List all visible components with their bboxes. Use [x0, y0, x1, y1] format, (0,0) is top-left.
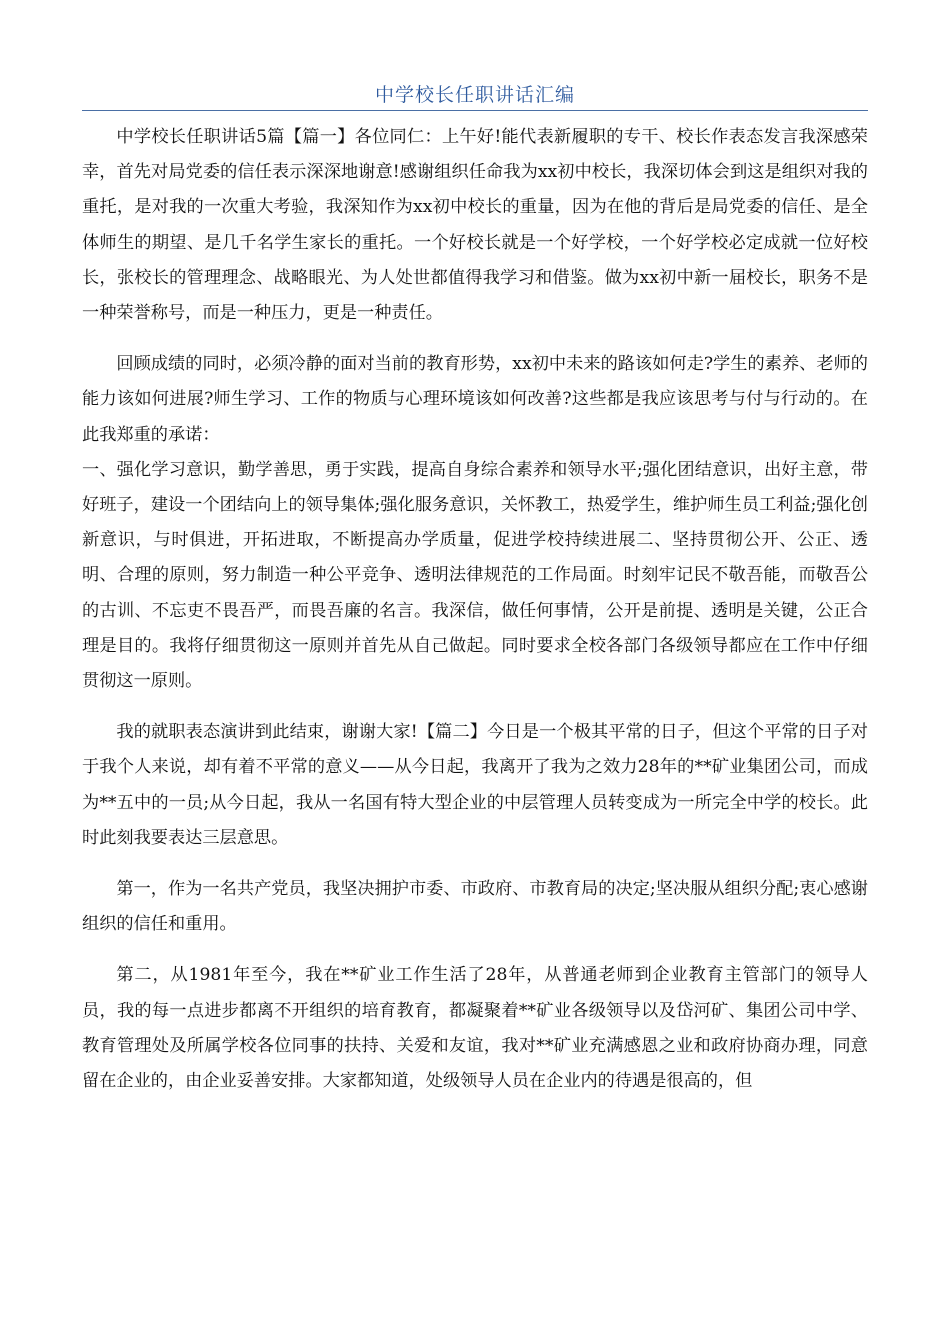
document-header — [82, 78, 868, 111]
document-body — [82, 120, 868, 1115]
paragraph-1: 中学校长任职讲话5篇【篇一】各位同仁：上午好!能代表新履职的专干、校长作表态发言我深感荣幸，首先对局党委的信任表示深深地谢意!感谢组织任命我为xx初中校长，我深切体会到这是组织对我的重托，是对我的一次重大考验，我深知作为xx初中校长的重量，因为在他的背后是局党委的信任、是全体师生的期望、是几千名学生家长的重托。一个好校长就是一个好学校，一个好学校必定成就一位好校长，张校长的管理理念、战略眼光、为人处世都值得我学习和借鉴。做为xx初中新一届校长，职务不是一种荣誉称号，而是一种压力，更是一种责任。 — [82, 127, 868, 324]
paragraph-5: 第一，作为一名共产党员，我坚决拥护市委、市政府、市教育局的决定;坚决服从组织分配;衷心感谢组织的信任和重用。 — [82, 879, 868, 935]
paragraph-4: 我的就职表态演讲到此结束，谢谢大家!【篇二】今日是一个极其平常的日子，但这个平常的日子对于我个人来说，却有着不平常的意义——从今日起，我离开了我为之效力28年的**矿业集团公司，而成为**五中的一员;从今日起，我从一名国有特大型企业的中层管理人员转变成为一所完全中学的校长。此时此刻我要表达三层意思。 — [82, 722, 868, 848]
paragraph-2: 回顾成绩的同时，必须冷静的面对当前的教育形势，xx初中未来的路该如何走?学生的素养、老师的能力该如何进展?师生学习、工作的物质与心理环境该如何改善?这些都是我应该思考与付与行动的。在此我郑重的承诺： — [82, 354, 868, 445]
document-title: 中学校长任职讲话汇编 — [374, 84, 575, 106]
paragraph-6: 第二，从1981年至今，我在**矿业工作生活了28年，从普通老师到企业教育主管部门的领导人员，我的每一点进步都离不开组织的培育教育，都凝聚着**矿业各级领导以及岱河矿、集团公司中学、教育管理处及所属学校各位同事的扶持、关爱和友谊，我对**矿业充满感恩之业和政府协商办理，同意留在企业的，由企业妥善安排。大家都知道，处级领导人员在企业内的待遇是很高的，但 — [82, 965, 868, 1092]
paragraph-3: 一、强化学习意识，勤学善思，勇于实践，提高自身综合素养和领导水平;强化团结意识，出好主意，带好班子，建设一个团结向上的领导集体;强化服务意识，关怀教工，热爱学生，维护师生员工利益;强化创新意识，与时俱进，开拓进取，不断提高办学质量，促进学校持续进展二、坚持贯彻公开、公正、透明、合理的原则，努力制造一种公平竞争、透明法律规范的工作局面。时刻牢记民不敬吾能，而敬吾公的古训、不忘吏不畏吾严，而畏吾廉的名言。我深信，做任何事情，公开是前提、透明是关键，公正合理是目的。我将仔细贯彻这一原则并首先从自己做起。同时要求全校各部门各级领导都应在工作中仔细贯彻这一原则。 — [82, 459, 868, 692]
